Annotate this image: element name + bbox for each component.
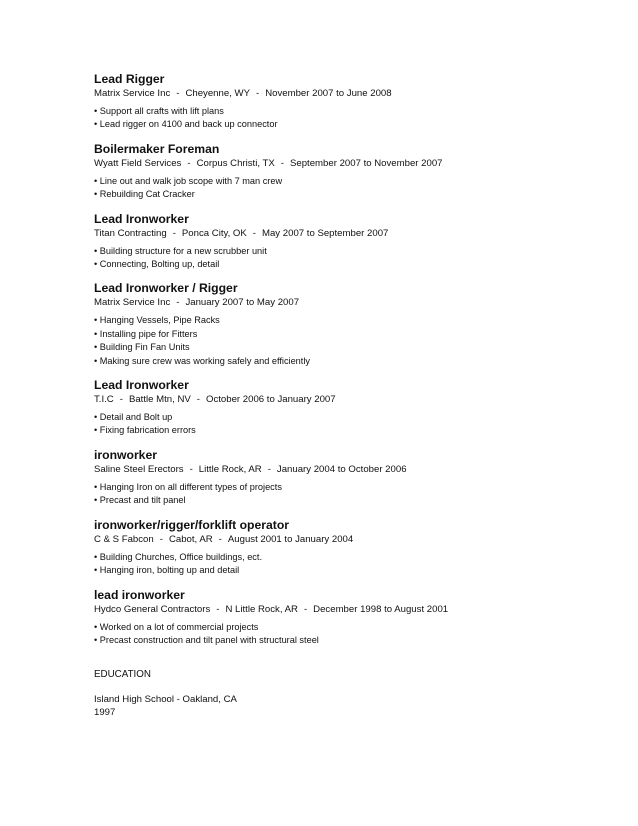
job-meta [94,533,614,546]
meta-separator: - [176,88,180,99]
job-meta [94,296,614,309]
meta-separator: - [280,157,284,169]
education-school: Island High School - Oakland, CA [94,694,237,706]
job-location: Corpus Christi, TX [196,157,275,169]
job-location: Cabot, AR [168,533,213,545]
job-location: Cheyenne, WY [185,88,250,99]
meta-separator: - [176,297,180,309]
job-location: Ponca City, OK [181,227,247,239]
job-dates: October 2006 to January 2007 [206,394,336,406]
job-title: Lead Ironworker [94,211,189,226]
job-duty: • Installing pipe for Fitters [94,328,198,339]
job-dates: December 1998 to August 2001 [313,603,449,615]
meta-separator: - [252,227,256,239]
job-duties-list [94,621,614,648]
job-entry [94,377,614,438]
job-title: lead ironworker [94,587,185,602]
job-meta [94,393,614,406]
job-duty: • Building Fin Fan Units [94,342,190,353]
job-company: C & S Fabcon [94,533,154,545]
job-title: Lead Rigger [94,72,165,86]
job-duty: • Lead rigger on 4100 and back up connector [94,119,278,130]
job-title: Lead Ironworker / Rigger [94,281,238,296]
job-meta [94,157,614,170]
job-meta [94,87,614,100]
meta-separator: - [267,463,271,475]
job-duty: • Detail and Bolt up [94,412,173,423]
job-entry [94,141,614,202]
job-dates: August 2001 to January 2004 [227,533,354,545]
job-duties-list [94,551,614,578]
job-duty: • Hanging Vessels, Pipe Racks [94,315,220,326]
job-duties-list [94,105,614,132]
job-location: Battle Mtn, NV [128,394,191,406]
education-section [94,668,614,719]
job-meta [94,463,614,476]
meta-separator: - [255,88,260,99]
job-dates: January 2007 to May 2007 [185,297,300,309]
job-duty: • Fixing fabrication errors [94,425,196,436]
job-company: Wyatt Field Services [94,157,182,169]
job-duties-list [94,411,614,438]
job-duties-list [94,481,614,508]
job-duty: • Building Churches, Office buildings, ect. [94,551,262,562]
job-company: Saline Steel Erectors [94,463,184,475]
job-company: T.I.C [94,394,114,406]
job-company: Titan Contracting [94,227,167,239]
job-duty: • Hanging Iron on all different types of projects [94,481,282,492]
job-duty: • Making sure crew was working safely and efficiently [94,355,310,366]
job-entry [94,517,614,578]
job-title: Boilermaker Foreman [94,141,220,156]
job-entry [94,71,614,132]
job-duty: • Precast construction and tilt panel with structural steel [94,634,319,645]
job-title: ironworker [94,447,157,462]
meta-separator: - [303,603,308,615]
meta-separator: - [187,157,191,169]
meta-separator: - [119,394,123,406]
job-duty: • Support all crafts with lift plans [94,106,224,116]
resume-page [94,71,614,719]
job-entry [94,211,614,272]
job-duty: • Hanging iron, bolting up and detail [94,565,240,576]
job-duties-list [94,314,614,368]
meta-separator: - [189,463,193,475]
meta-separator: - [216,603,220,615]
job-title: ironworker/rigger/forklift operator [94,517,290,532]
job-entry [94,280,614,368]
job-company: Hydco General Contractors [94,603,211,615]
meta-separator: - [172,227,176,239]
job-location: N Little Rock, AR [225,603,298,615]
meta-separator: - [218,533,222,545]
education-year: 1997 [94,707,116,719]
job-duties-list [94,245,614,272]
job-duty: • Building structure for a new scrubber unit [94,245,267,256]
job-location: Little Rock, AR [198,463,262,475]
job-company: Matrix Service Inc [94,297,171,309]
job-dates: May 2007 to September 2007 [261,227,389,239]
job-duty: • Worked on a lot of commercial projects [94,621,259,632]
job-entry [94,587,614,648]
job-meta [94,603,614,616]
job-duties-list [94,175,614,202]
job-duty: • Connecting, Bolting up, detail [94,259,220,270]
job-dates: September 2007 to November 2007 [289,157,443,169]
job-company: Matrix Service Inc [94,88,171,99]
meta-separator: - [196,394,200,406]
job-dates: January 2004 to October 2006 [276,463,407,475]
job-duty: • Precast and tilt panel [94,495,186,506]
education-heading: EDUCATION [94,669,151,681]
job-meta [94,227,614,240]
meta-separator: - [159,533,163,545]
job-duty: • Rebuilding Cat Cracker [94,189,195,200]
work-experience-list [94,71,614,647]
job-dates: November 2007 to June 2008 [265,88,392,99]
job-duty: • Line out and walk job scope with 7 man crew [94,175,283,186]
job-entry [94,447,614,508]
job-title: Lead Ironworker [94,378,189,393]
